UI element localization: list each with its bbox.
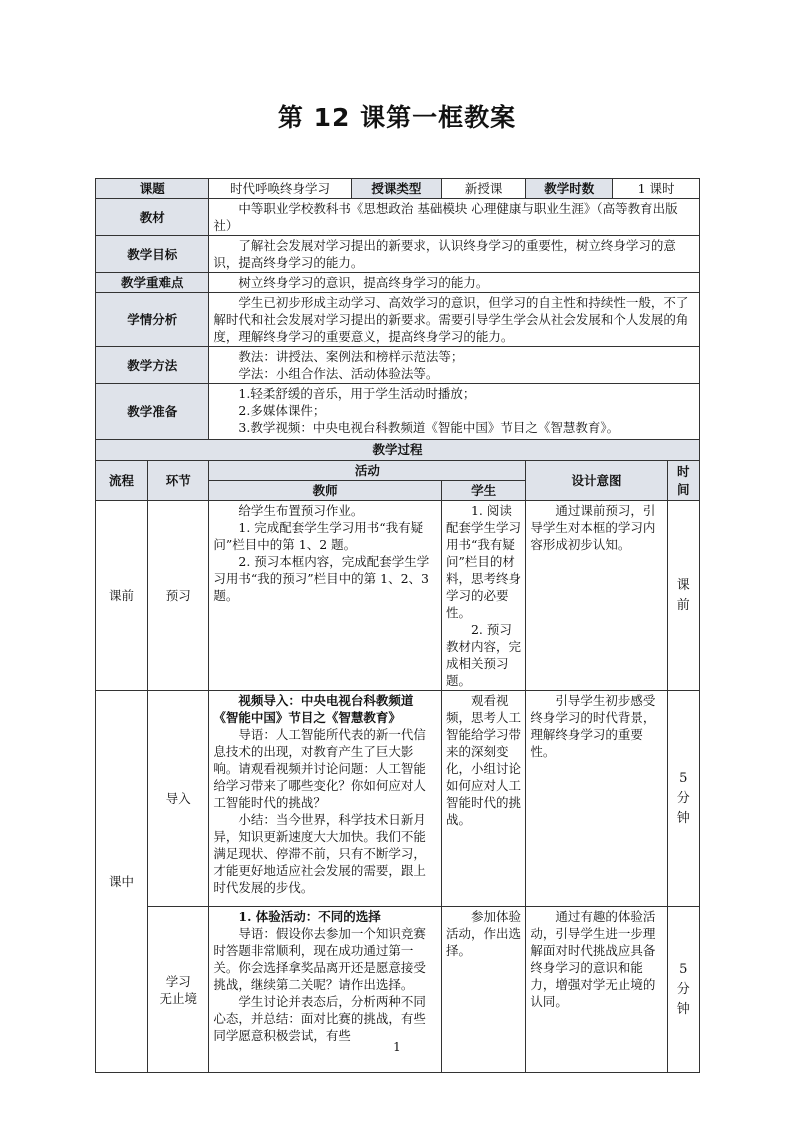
topic-value: 时代呼唤终身学习 bbox=[209, 179, 351, 199]
col-flow: 流程 bbox=[96, 461, 148, 501]
flow-pre: 课前 bbox=[96, 501, 148, 691]
intro-student-text: 观看视频，思考人工智能给学习带来的深刻变化，小组讨论如何应对人工智能时代的挑战。 bbox=[445, 693, 521, 827]
pre-teacher-text: 给学生布置预习作业。 bbox=[238, 503, 364, 518]
method-learning: 学法：小组合作法、活动体验法等。 bbox=[238, 366, 439, 381]
lesson-plan-table bbox=[95, 178, 700, 1073]
learn-teacher-text: 导语：假设你去参加一个知识竞赛时答题非常顺利，现在成功通过第一关。你会选择拿奖品离开还是愿意接受挑战，继续第二关呢？请作出选择。 bbox=[213, 926, 426, 992]
hours-label: 教学时数 bbox=[526, 179, 613, 199]
learn-intent-text: 通过有趣的体验活动，引导学生进一步理解面对时代挑战应具备终身学习的意识和能力，增强对学无止境的认同。 bbox=[530, 909, 656, 1009]
step-learning-line: 学习 bbox=[165, 973, 191, 989]
type-value: 新授课 bbox=[441, 179, 525, 199]
process-title: 教学过程 bbox=[96, 440, 700, 461]
learn-time: 5 分钟 bbox=[667, 907, 699, 1073]
prep-item: 2.多媒体课件； bbox=[238, 403, 326, 418]
pre-student-text: 1. 阅读配套学生学习用书“我有疑问”栏目的材料，思考终身学习的必要性。 bbox=[445, 503, 521, 620]
learn-teacher-heading: 1. 体验活动：不同的选择 bbox=[238, 909, 381, 924]
analysis-label: 学情分析 bbox=[96, 293, 209, 347]
intro-time: 5 分钟 bbox=[667, 691, 699, 907]
type-label: 授课类型 bbox=[351, 179, 441, 199]
step-preview: 预习 bbox=[148, 501, 209, 691]
col-time: 时间 bbox=[667, 461, 699, 501]
textbook-value: 中等职业学校教科书《思想政治 基础模块 心理健康与职业生涯》（高等教育出版社） bbox=[213, 201, 678, 233]
learn-teacher-text: 学生讨论并表态后，分析两种不同心态，并总结：面对比赛的挑战，有些同学愿意积极尝试，有些 bbox=[213, 994, 426, 1043]
col-step: 环节 bbox=[148, 461, 209, 501]
col-student: 学生 bbox=[441, 481, 525, 501]
hours-value: 1 课时 bbox=[613, 179, 700, 199]
pre-intent-text: 通过课前预习，引导学生对本框的学习内容形成初步认知。 bbox=[530, 503, 656, 552]
key-points-label: 教学重难点 bbox=[96, 273, 209, 293]
intro-teacher-heading: 视频导入：中央电视台科教频道《智能中国》节目之《智慧教育》 bbox=[213, 693, 414, 725]
pre-teacher-text: 1. 完成配套学生学习用书“我有疑问”栏目中的第 1、2 题。 bbox=[213, 520, 424, 552]
intro-teacher-text: 小结：当今世界，科学技术日新月异，知识更新速度大大加快。我们不能满足现状、停滞不前，只有不断学习，才能更好地适应社会发展的需要，跟上时代发展的步伐。 bbox=[213, 812, 426, 895]
page-title: 第 12 课第一框教案 bbox=[277, 103, 517, 132]
method-teaching: 教法：讲授法、案例法和榜样示范法等； bbox=[238, 349, 464, 364]
topic-label: 课题 bbox=[96, 179, 209, 199]
col-teacher: 教师 bbox=[209, 481, 442, 501]
intro-teacher-text: 导语：人工智能所代表的新一代信息技术的出现，对教育产生了巨大影响。请观看视频并讨论问题：人工智能给学习带来了哪些变化？你如何应对人工智能时代的挑战？ bbox=[213, 727, 426, 810]
goals-value: 了解社会发展对学习提出的新要求，认识终身学习的重要性，树立终身学习的意识，提高终身学习的能力。 bbox=[213, 238, 676, 270]
prep-label: 教学准备 bbox=[96, 384, 209, 440]
col-intent: 设计意图 bbox=[526, 461, 667, 501]
page-number: 1 bbox=[393, 1040, 401, 1054]
pre-teacher-text: 2. 预习本框内容，完成配套学生学习用书“我的预习”栏目中的第 1、2、3 题。 bbox=[213, 554, 430, 603]
flow-in-class: 课中 bbox=[96, 691, 148, 1073]
step-learning-line: 无止境 bbox=[159, 990, 197, 1006]
learn-student-text: 参加体验活动，作出选择。 bbox=[445, 909, 521, 958]
pre-time: 课前 bbox=[667, 501, 699, 691]
analysis-value: 学生已初步形成主动学习、高效学习的意识，但学习的自主性和持续性一般，不了解时代和社会发展对学习提出的新要求。需要引导学生学会从社会发展和个人发展的角度，理解终身学习的重要意义，提高终身学习的能力。 bbox=[213, 295, 689, 344]
textbook-label: 教材 bbox=[96, 199, 209, 236]
method-label: 教学方法 bbox=[96, 347, 209, 384]
intro-intent-text: 引导学生初步感受终身学习的时代背景，理解终身学习的重要性。 bbox=[530, 693, 656, 759]
pre-student-text: 2. 预习教材内容，完成相关预习题。 bbox=[445, 622, 521, 688]
key-points-value: 树立终身学习的意识，提高终身学习的能力。 bbox=[238, 275, 489, 290]
prep-item: 1.轻柔舒缓的音乐，用于学生活动时播放； bbox=[238, 386, 476, 401]
step-intro: 导入 bbox=[148, 691, 209, 907]
prep-item: 3.教学视频：中央电视台科教频道《智能中国》节目之《智慧教育》。 bbox=[238, 420, 620, 435]
goals-label: 教学目标 bbox=[96, 236, 209, 273]
col-activity: 活动 bbox=[209, 461, 526, 481]
